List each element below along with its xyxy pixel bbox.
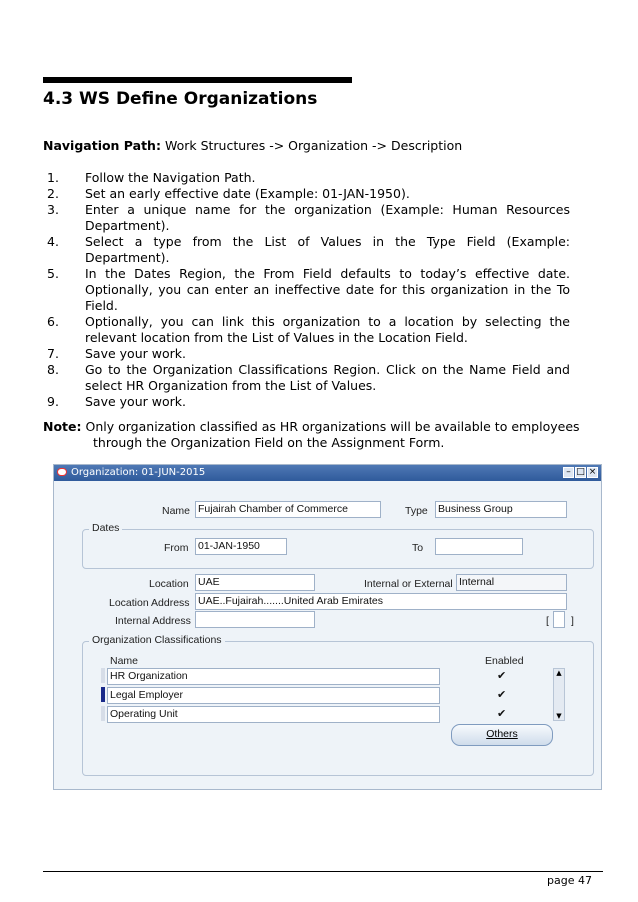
internal-address-label: Internal Address — [115, 615, 191, 627]
minimize-icon[interactable]: – — [563, 467, 574, 478]
list-item: 7. Save your work. — [47, 346, 186, 361]
others-button[interactable]: Others — [451, 724, 553, 746]
list-item: 1. Follow the Navigation Path. — [47, 170, 256, 185]
close-icon[interactable]: × — [588, 467, 597, 477]
enabled-checkbox[interactable]: ✔ — [497, 707, 507, 720]
maximize-icon[interactable]: □ — [576, 467, 585, 477]
window-titlebar — [54, 465, 601, 481]
list-item: 4. Select a type from the List of Values in the Type Field (Example: Department). — [47, 234, 570, 265]
enabled-checkbox[interactable]: ✔ — [497, 688, 507, 701]
list-item: 2. Set an early effective date (Example: 01-JAN-1950). — [47, 186, 410, 201]
type-label: Type — [405, 505, 428, 517]
row-selector[interactable] — [101, 706, 105, 721]
bracket-close: ] — [571, 615, 574, 627]
navigation-path — [43, 138, 462, 153]
note-label: Note: — [43, 419, 82, 434]
dates-region-label: Dates — [89, 522, 122, 534]
list-item: 6. Optionally, you can link this organization to a location by selecting the relevant location from the List of Values in the Location Field. — [47, 314, 570, 345]
classifications-scrollbar[interactable] — [553, 668, 565, 721]
oracle-logo-icon — [57, 468, 67, 476]
internal-address-field[interactable] — [195, 611, 315, 628]
type-field[interactable]: Business Group — [435, 501, 567, 518]
name-label: Name — [162, 505, 191, 517]
name-field[interactable]: Fujairah Chamber of Commerce — [195, 501, 381, 518]
internal-external-field[interactable]: Internal — [456, 574, 567, 591]
note-text-line2: through the Organization Field on the Assignment Form. — [93, 435, 445, 450]
note-text-line1: Only organization classified as HR organizations will be available to employees — [85, 419, 580, 434]
row-selector[interactable] — [101, 668, 105, 683]
from-label: From — [164, 542, 189, 554]
note — [43, 419, 613, 451]
descriptive-flexfield[interactable] — [553, 611, 565, 628]
section-heading: 4.3 WS Define Organizations — [43, 89, 318, 109]
classifications-region-label: Organization Classifications — [89, 634, 225, 646]
scroll-down-icon[interactable]: ▼ — [556, 712, 562, 720]
from-date-field[interactable]: 01-JAN-1950 — [195, 538, 287, 555]
page-number: page 47 — [547, 874, 592, 887]
enabled-checkbox[interactable]: ✔ — [497, 669, 507, 682]
heading-rule — [43, 77, 352, 83]
list-item: 5. In the Dates Region, the From Field defaults to today’s effective date. Optionally, you can enter an ineffective date for this organization in the To Field. — [47, 266, 570, 313]
organization-form-window — [53, 464, 602, 790]
footer-rule — [43, 871, 603, 872]
navigation-label: Navigation Path: — [43, 138, 161, 153]
internal-external-label: Internal or External — [364, 578, 453, 590]
location-address-field[interactable]: UAE..Fujairah.......United Arab Emirates — [195, 593, 567, 610]
scroll-up-icon[interactable]: ▲ — [556, 669, 562, 677]
to-label: To — [412, 542, 424, 554]
steps-list — [43, 170, 570, 410]
classification-name-field[interactable]: HR Organization — [107, 668, 440, 685]
location-field[interactable]: UAE — [195, 574, 315, 591]
list-item: 8. Go to the Organization Classifications Region. Click on the Name Field and select HR Organization from the List of Values. — [47, 362, 570, 393]
to-date-field[interactable] — [435, 538, 523, 555]
navigation-path-text: Work Structures -> Organization -> Description — [164, 138, 463, 153]
location-address-label: Location Address — [109, 597, 190, 609]
list-item: 9. Save your work. — [47, 394, 186, 409]
window-title: Organization: 01-JUN-2015 — [71, 467, 206, 478]
classification-name-field[interactable]: Operating Unit — [107, 706, 440, 723]
column-header-name: Name — [110, 655, 139, 667]
bracket-open: [ — [546, 615, 549, 627]
column-header-enabled: Enabled — [485, 655, 524, 667]
location-label: Location — [149, 578, 189, 590]
classification-name-field[interactable]: Legal Employer — [107, 687, 440, 704]
row-selector-current[interactable] — [101, 687, 105, 702]
list-item: 3. Enter a unique name for the organization (Example: Human Resources Department). — [47, 202, 570, 233]
